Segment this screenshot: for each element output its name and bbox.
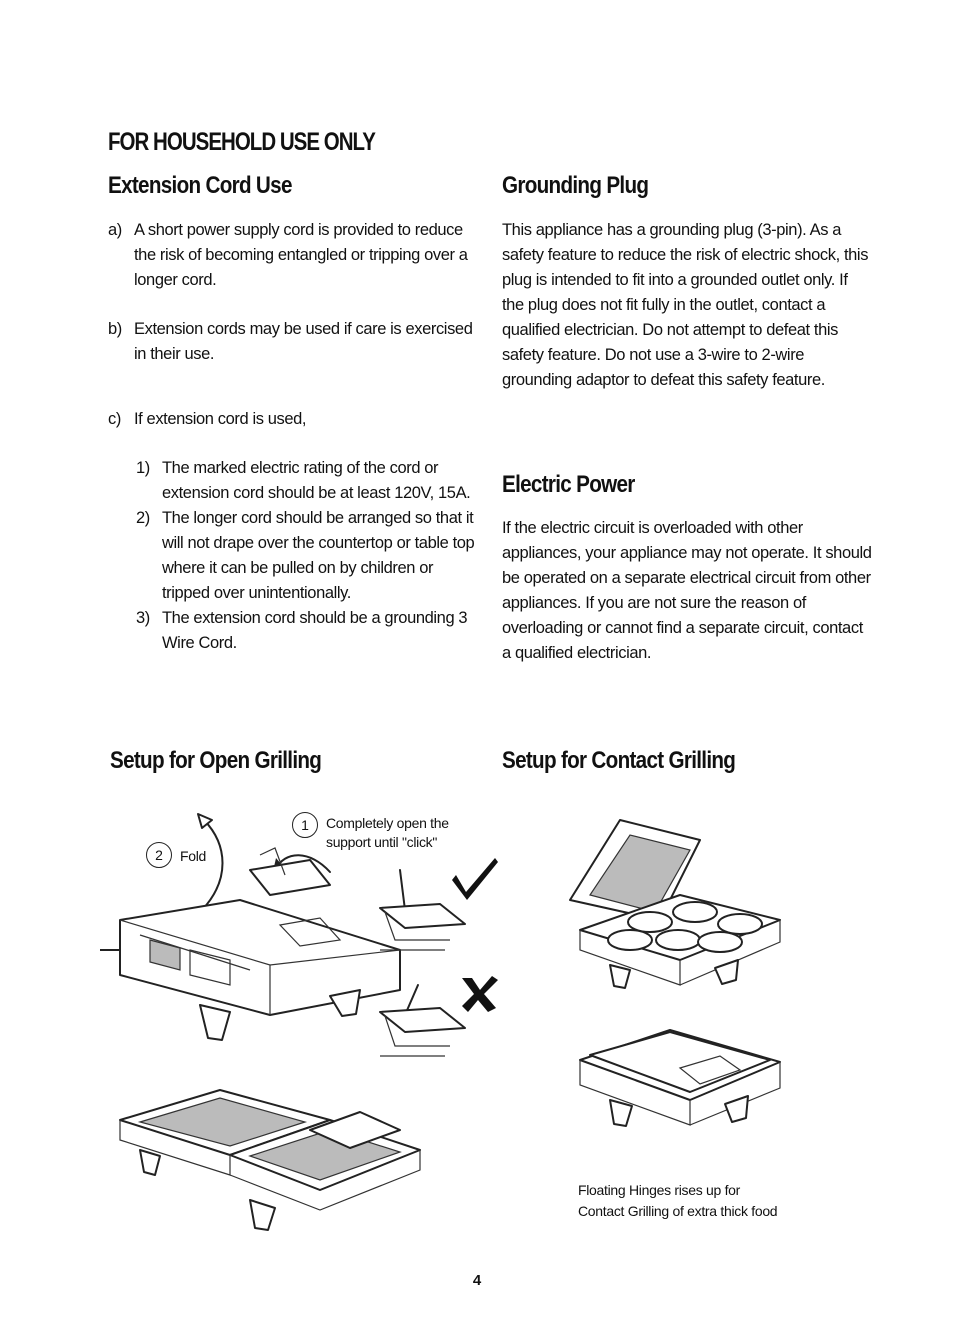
open-grilling-title: Setup for Open Grilling (110, 747, 322, 774)
subitem-label: 1) (136, 459, 150, 477)
page-number: 4 (472, 1272, 482, 1289)
extension-cord-title: Extension Cord Use (108, 172, 292, 199)
check-mark-icon (452, 858, 498, 900)
subitem-text: The marked electric rating of the cord or extension cord should be at least 120V, 15A. (162, 459, 471, 502)
extension-subitem-3 (136, 606, 480, 656)
step-1-text: Completely open the support until "click" (326, 815, 449, 850)
cross-mark-icon (462, 976, 498, 1012)
extension-subitem-2 (136, 506, 480, 606)
extension-subitem-1 (136, 456, 480, 506)
item-label: a) (108, 221, 122, 239)
contact-grilling-title: Setup for Contact Grilling (502, 747, 736, 774)
item-text: Extension cords may be used if care is exercised in their use. (134, 320, 473, 363)
item-text: If extension cord is used, (134, 410, 307, 428)
step-2-number: 2 (146, 842, 172, 868)
grounding-plug-text: This appliance has a grounding plug (3-pin). As a safety feature to reduce the risk of electric shock, this plug is intended to fit into a grounded outlet only. If the plug does not fit fully in the outlet, contact a qualified electrician. Do not attempt to defeat this safety feature. Do not use a 3-wire to 2-wire grounding adaptor to defeat this safety feature. (502, 221, 869, 389)
page-header-label: FOR HOUSEHOLD USE ONLY (108, 128, 375, 156)
contact-grilling-illustration (550, 800, 810, 1170)
subitem-label: 3) (136, 609, 150, 627)
grounding-plug-title: Grounding Plug (502, 172, 649, 199)
extension-cord-section (108, 218, 480, 656)
contact-grilling-caption: Floating Hinges rises up for Contact Grilling of extra thick food (578, 1182, 778, 1219)
extension-item-a (108, 218, 480, 293)
electric-power-text: If the electric circuit is overloaded with other appliances, your appliance may not operate. It should be operated on a separate electrical circuit from other appliances. If you are not sure the reason of overloading or cannot find a separate circuit, contact a qualified electrician. (502, 519, 872, 662)
item-text: A short power supply cord is provided to reduce the risk of becoming entangled or tripping over a longer cord. (134, 221, 468, 289)
electric-power-title: Electric Power (502, 471, 635, 498)
extension-item-c (108, 407, 480, 432)
extension-item-b (108, 317, 480, 367)
item-label: b) (108, 320, 122, 338)
step-1-number: 1 (292, 812, 318, 838)
subitem-label: 2) (136, 509, 150, 527)
subitem-text: The longer cord should be arranged so that it will not drape over the countertop or table top where it can be pulled on by children or tripped over unintentionally. (162, 509, 475, 602)
step-2-text: Fold (180, 848, 207, 864)
subitem-text: The extension cord should be a grounding 3 Wire Cord. (162, 609, 468, 652)
open-grilling-illustration (100, 800, 500, 1260)
item-label: c) (108, 410, 121, 428)
